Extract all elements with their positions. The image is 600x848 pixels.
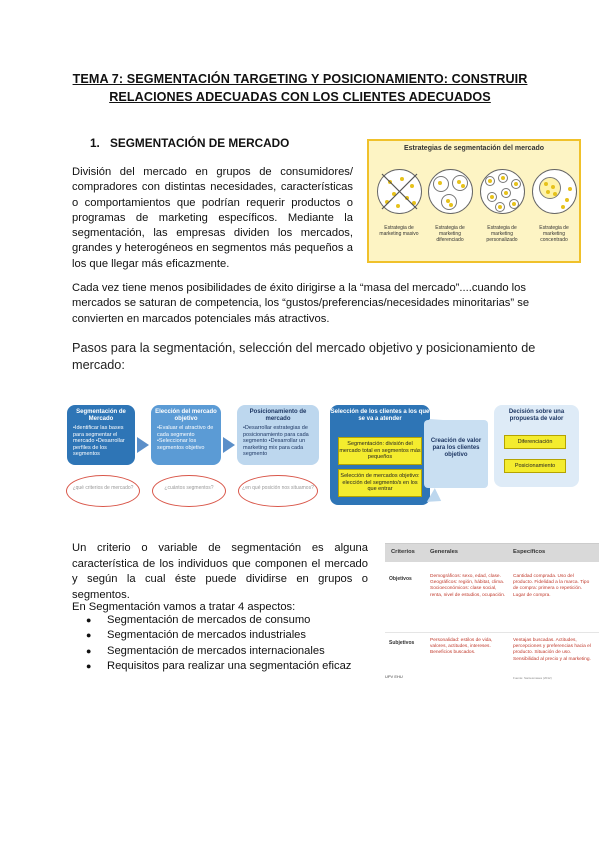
cross-icon — [377, 169, 422, 214]
positioning-box: Posicionamiento — [504, 459, 566, 473]
question-cloud: ¿qué criterios de mercado? — [66, 475, 140, 507]
row-label-subjetivos: Subjetivos — [389, 640, 415, 646]
list-item: ● Segmentación de mercados internacionales — [86, 644, 351, 659]
strategy-label: Estrategia de marketing concentrado — [539, 225, 569, 243]
aspects-list — [86, 613, 351, 674]
flow-card-segmentation — [67, 405, 135, 465]
paragraph-steps: Pasos para la segmentación, selección del mercado objetivo y posicionamiento de mercado: — [72, 341, 536, 372]
strategy-label: Estrategia de marketing personalizado — [486, 225, 518, 243]
criteria-table — [385, 543, 599, 691]
arrow-right-icon — [137, 437, 149, 453]
flow-card-value-proposition — [494, 405, 579, 487]
objetivos-especificos: Cantidad comprada. Uso del producto. Fidelidad a la marca. Tipo de compra: primera o repetición. Lugar de compra. — [513, 574, 590, 598]
document-title — [60, 70, 540, 106]
university-logo: UPV EHU — [385, 674, 403, 679]
flow-card-positioning — [237, 405, 319, 465]
list-item: ● Requisitos para realizar una segmentación eficaz — [86, 659, 351, 674]
differentiation-box: Diferenciación — [504, 435, 566, 449]
personalized-marketing-circle — [480, 169, 525, 214]
table-source-note: Fuente: Santesmases (2012) — [513, 676, 552, 680]
flow-card-create-value — [424, 420, 488, 488]
strategies-title: Estrategias de segmentación del mercado — [403, 145, 545, 152]
list-item: ● Segmentación de mercados industriales — [86, 628, 351, 643]
paragraph-criteria: Un criterio o variable de segmentación es alguna característica de los individuos que componen el mercado y según la cual éste puede dividirse en grupos o segmentos. — [72, 542, 368, 601]
question-cloud: ¿en qué posición nos situamos? — [238, 475, 318, 507]
flow-card-body: •Evaluar el atractivo de cada segmento •Seleccionar los segmentos objetivo — [157, 425, 214, 451]
title-line-2: RELACIONES ADECUADAS CON LOS CLIENTES ADECUADOS — [109, 90, 491, 104]
paragraph-aspects: En Segmentación vamos a tratar 4 aspectos: — [72, 601, 296, 613]
header-criterios: Criterios — [391, 549, 415, 555]
strategy-label: Estrategia de marketing diferenciado — [435, 225, 465, 243]
mass-marketing-circle — [377, 169, 422, 214]
section-heading-text: SEGMENTACIÓN DE MERCADO — [110, 136, 290, 150]
section-heading — [90, 136, 289, 150]
flow-card-title: Creación de valor para los clientes objetivo — [430, 438, 482, 458]
flow-card-body: •Identificar las bases para segmentar el mercado •Desarrollar perfiles de los segmentos — [73, 425, 125, 458]
strategies-figure — [367, 139, 581, 263]
flow-card-title: Elección del mercado objetivo — [155, 409, 217, 422]
segmentation-flow-figure — [62, 395, 582, 520]
arrow-right-icon — [223, 437, 235, 453]
header-especificos: Específicos — [513, 549, 546, 555]
flow-card-body: •Desarrollar estrategias de posicionamiento para cada segmento •Desarrollar un marketing mix para cada segmento — [243, 425, 309, 458]
flow-card-select-customers — [330, 405, 430, 505]
question-cloud: ¿cuántos segmentos? — [152, 475, 226, 507]
list-item: ● Segmentación de mercados de consumo — [86, 613, 351, 628]
subjetivos-generales: Personalidad: estilos de vida, valores, actitudes, intereses. Beneficios buscados. — [430, 638, 493, 656]
row-label-objetivos: Objetivos — [389, 576, 412, 582]
flow-card-title: Posicionamiento de mercado — [249, 409, 307, 422]
flow-card-title: Decisión sobre una propuesta de valor — [508, 409, 565, 422]
paragraph-mass-market: Cada vez tiene menos posibilidades de éxito dirigirse a la “masa del mercado”....cuando los mercados se saturan de competencia, los “gustos/preferencias/necesidades minoritarias” se convierten en marcados potenciales más atractivos. — [72, 282, 530, 325]
title-line-1: TEMA 7: SEGMENTACIÓN TARGETING Y POSICIONAMIENTO: CONSTRUIR — [72, 72, 528, 86]
flow-card-target-market — [151, 405, 221, 465]
objetivos-generales: Demográficos: sexo, edad, clase. Geográficos: región, hábitat, clima. Socioeconómicos: clase social, renta, nivel de estudios, ocupación. — [430, 574, 506, 598]
differentiated-marketing-circle — [428, 169, 473, 214]
table-header — [385, 544, 599, 562]
section-number: 1. — [90, 136, 100, 150]
flow-card-title: Selección de los clientes a los que se va a atender — [330, 409, 430, 422]
target-selection-box: Selección de mercados objetivo: elección del segmento/s en los que entrar — [338, 469, 422, 497]
segmentation-box: Segmentación: división del mercado total en segmentos más pequeños — [338, 437, 422, 465]
paragraph-definition: División del mercado en grupos de consumidores/ compradores con distintas necesidades, características o comportamientos que podrían requerir productos o programas de marketing específicos. Mediante la segmentación, las empresas dividen los mercados, grandes y heterogéneos en segmentos más pequeños a los que llegar más eficazmente. — [72, 166, 353, 270]
flow-card-title: Segmentación de Mercado — [76, 409, 126, 422]
strategy-label: Estrategia de marketing masivo — [379, 225, 419, 237]
header-generales: Generales — [430, 549, 459, 555]
concentrated-marketing-circle — [532, 169, 577, 214]
subjetivos-especificos: Ventajas buscadas. Actitudes, percepciones y preferencias hacia el producto. Situación de uso. Sensibilidad al precio y al marketing. — [513, 638, 591, 662]
